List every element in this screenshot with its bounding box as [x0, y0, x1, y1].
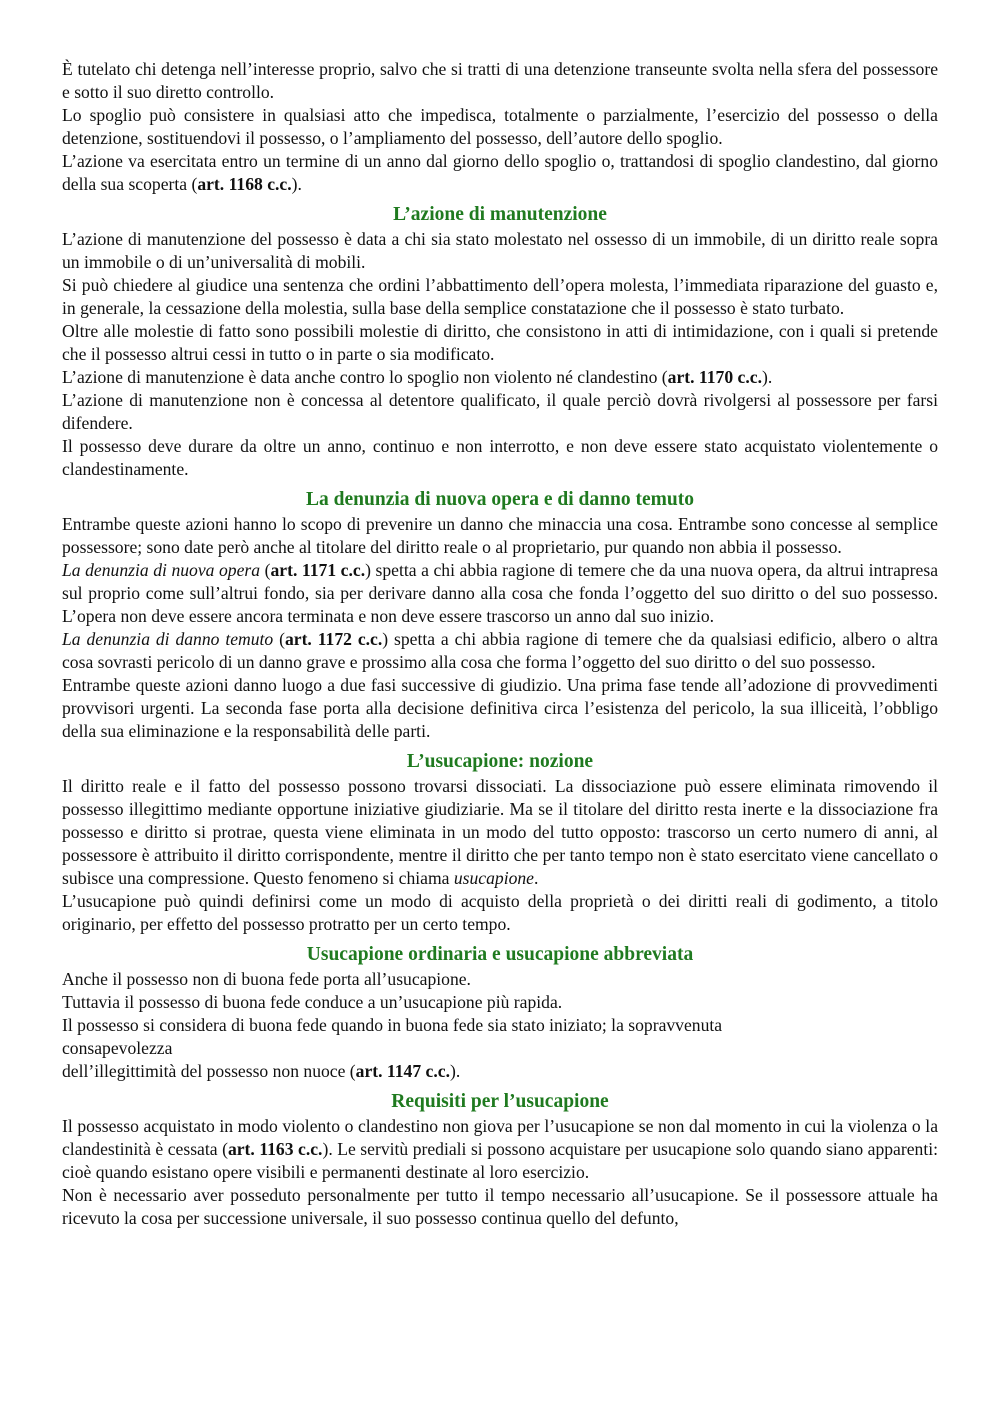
- paragraph: dell’illegittimità del possesso non nuoce (art. 1147 c.c.).: [62, 1061, 461, 1081]
- article-reference: art. 1168 c.c.: [197, 174, 292, 194]
- paragraph: È tutelato chi detenga nell’interesse proprio, salvo che si tratti di una detenzione transeunte svolta nella sfera del possessore e sotto il suo diretto controllo.: [62, 59, 938, 102]
- article-reference: art. 1172 c.c.: [284, 629, 383, 649]
- denunzia-section: [62, 487, 938, 743]
- paragraph: L’usucapione può quindi definirsi come un modo di acquisto della proprietà o dei diritti reali di godimento, a titolo originario, per effetto del possesso protratto per un certo tempo.: [62, 891, 938, 934]
- paragraph: L’azione di manutenzione non è concessa al detentore qualificato, il quale perciò dovrà rivolgersi al possessore per farsi difendere.: [62, 390, 938, 433]
- paragraph: Il possesso deve durare da oltre un anno, continuo e non interrotto, e non deve essere stato acquistato violentemente o clandestinamente.: [62, 436, 938, 479]
- paragraph: Il possesso acquistato in modo violento o clandestino non giova per l’usucapione se non dal momento in cui la violenza o la clandestinità è cessata (art. 1163 c.c.). Le servitù prediali si possono acquistare per usucapione solo quando siano apparenti: cioè quando esistano opere visibili e permanenti destinate al loro esercizio.: [62, 1116, 938, 1182]
- paragraph: Il diritto reale e il fatto del possesso possono trovarsi dissociati. La dissociazione può essere eliminata rimovendo il possesso illegittimo mediante opportune iniziative giudiziarie. Ma se il titolare del diritto resta inerte e la dissociazione fra possesso e diritto si protrae, questa viene eliminata in un modo del tutto opposto: trascorso un certo numero di anni, al possessore è attribuito il diritto corrispondente, mentre il diritto che per tanto tempo non è stato esercitato viene cancellato o subisce una compressione. Questo fenomeno si chiama usucapione.: [62, 776, 938, 888]
- ordinaria-section: [62, 942, 938, 1083]
- paragraph: L’azione di manutenzione è data anche contro lo spoglio non violento né clandestino (art. 1170 c.c.).: [62, 367, 773, 387]
- italic-term: usucapione: [453, 868, 534, 888]
- article-reference: art. 1171 c.c.: [270, 560, 366, 580]
- article-reference: art. 1170 c.c.: [667, 367, 762, 387]
- section-heading: L’azione di manutenzione: [393, 204, 607, 225]
- paragraph: Non è necessario aver posseduto personalmente per tutto il tempo necessario all’usucapione. Se il possessore attuale ha ricevuto la cosa per successione universale, il suo possesso continua quello del defunto,: [62, 1185, 938, 1228]
- paragraph: Anche il possesso non di buona fede porta all’usucapione.: [62, 969, 471, 989]
- section-heading: Requisiti per l’usucapione: [391, 1091, 609, 1112]
- paragraph: L’azione va esercitata entro un termine di un anno dal giorno dello spoglio o, trattandosi di spoglio clandestino, dal giorno della sua scoperta (art. 1168 c.c.).: [62, 151, 938, 194]
- paragraph: La denunzia di nuova opera (art. 1171 c.c.) spetta a chi abbia ragione di temere che da una nuova opera, da altrui intrapresa sul proprio come sull’altrui fondo, sia per derivare danno alla cosa che fonda l’oggetto del suo diritto o del suo possesso. L’opera non deve essere ancora terminata e non deve essere trascorso un anno dal suo inizio.: [62, 560, 938, 626]
- paragraph: Il possesso si considera di buona fede quando in buona fede sia stato iniziato; la sopravvenuta: [62, 1015, 723, 1035]
- requisiti-section: [62, 1089, 938, 1230]
- paragraph: Si può chiedere al giudice una sentenza che ordini l’abbattimento dell’opera molesta, l’immediata riparazione del guasto e, in generale, la cessazione della molestia, sulla base della semplice constatazione che il possesso è stato turbato.: [62, 275, 938, 318]
- section-heading: L’usucapione: nozione: [406, 751, 594, 772]
- usucapione-section: [62, 749, 938, 936]
- paragraph: Tuttavia il possesso di buona fede conduce a un’usucapione più rapida.: [62, 992, 563, 1012]
- paragraph: La denunzia di danno temuto (art. 1172 c.c.) spetta a chi abbia ragione di temere che da qualsiasi edificio, albero o altra cosa sovrasti pericolo di un danno grave e prossimo alla cosa che forma l’oggetto del suo diritto o del suo possesso.: [62, 629, 938, 672]
- manutenzione-section: [62, 202, 938, 481]
- section-heading: Usucapione ordinaria e usucapione abbreviata: [306, 944, 694, 965]
- paragraph: Entrambe queste azioni hanno lo scopo di prevenire un danno che minaccia una cosa. Entrambe sono concesse al semplice possessore; sono date però anche al titolare del diritto reale o al proprietario, pur quando non abbia il possesso.: [62, 514, 938, 557]
- paragraph: Entrambe queste azioni danno luogo a due fasi successive di giudizio. Una prima fase tende all’adozione di provvedimenti provvisori urgenti. La seconda fase porta alla decisione definitiva circa l’esistenza del pericolo, la sua illiceità, l’obbligo della sua eliminazione e la responsabilità delle parti.: [62, 675, 938, 741]
- paragraph: L’azione di manutenzione del possesso è data a chi sia stato molestato nel ossesso di un immobile, di un diritto reale sopra un immobile o di un’universalità di mobili.: [62, 229, 938, 272]
- article-reference: art. 1147 c.c.: [355, 1061, 450, 1081]
- paragraph: consapevolezza: [62, 1038, 173, 1058]
- article-reference: art. 1163 c.c.: [227, 1139, 323, 1159]
- paragraph: Lo spoglio può consistere in qualsiasi atto che impedisca, totalmente o parzialmente, l’esercizio del possesso o della detenzione, sostituendovi il possesso, o l’ampliamento del possesso, dell’autore dello spoglio.: [62, 105, 938, 148]
- paragraph: Oltre alle molestie di fatto sono possibili molestie di diritto, che consistono in atti di intimidazione, con i quali si pretende che il possesso altrui cessi in tutto o in parte o sia modificato.: [62, 321, 938, 364]
- section-heading: La denunzia di nuova opera e di danno temuto: [306, 489, 694, 510]
- italic-term: La denunzia di danno temuto: [62, 629, 274, 649]
- italic-term: La denunzia di nuova opera: [62, 560, 261, 580]
- intro-section: [62, 58, 938, 196]
